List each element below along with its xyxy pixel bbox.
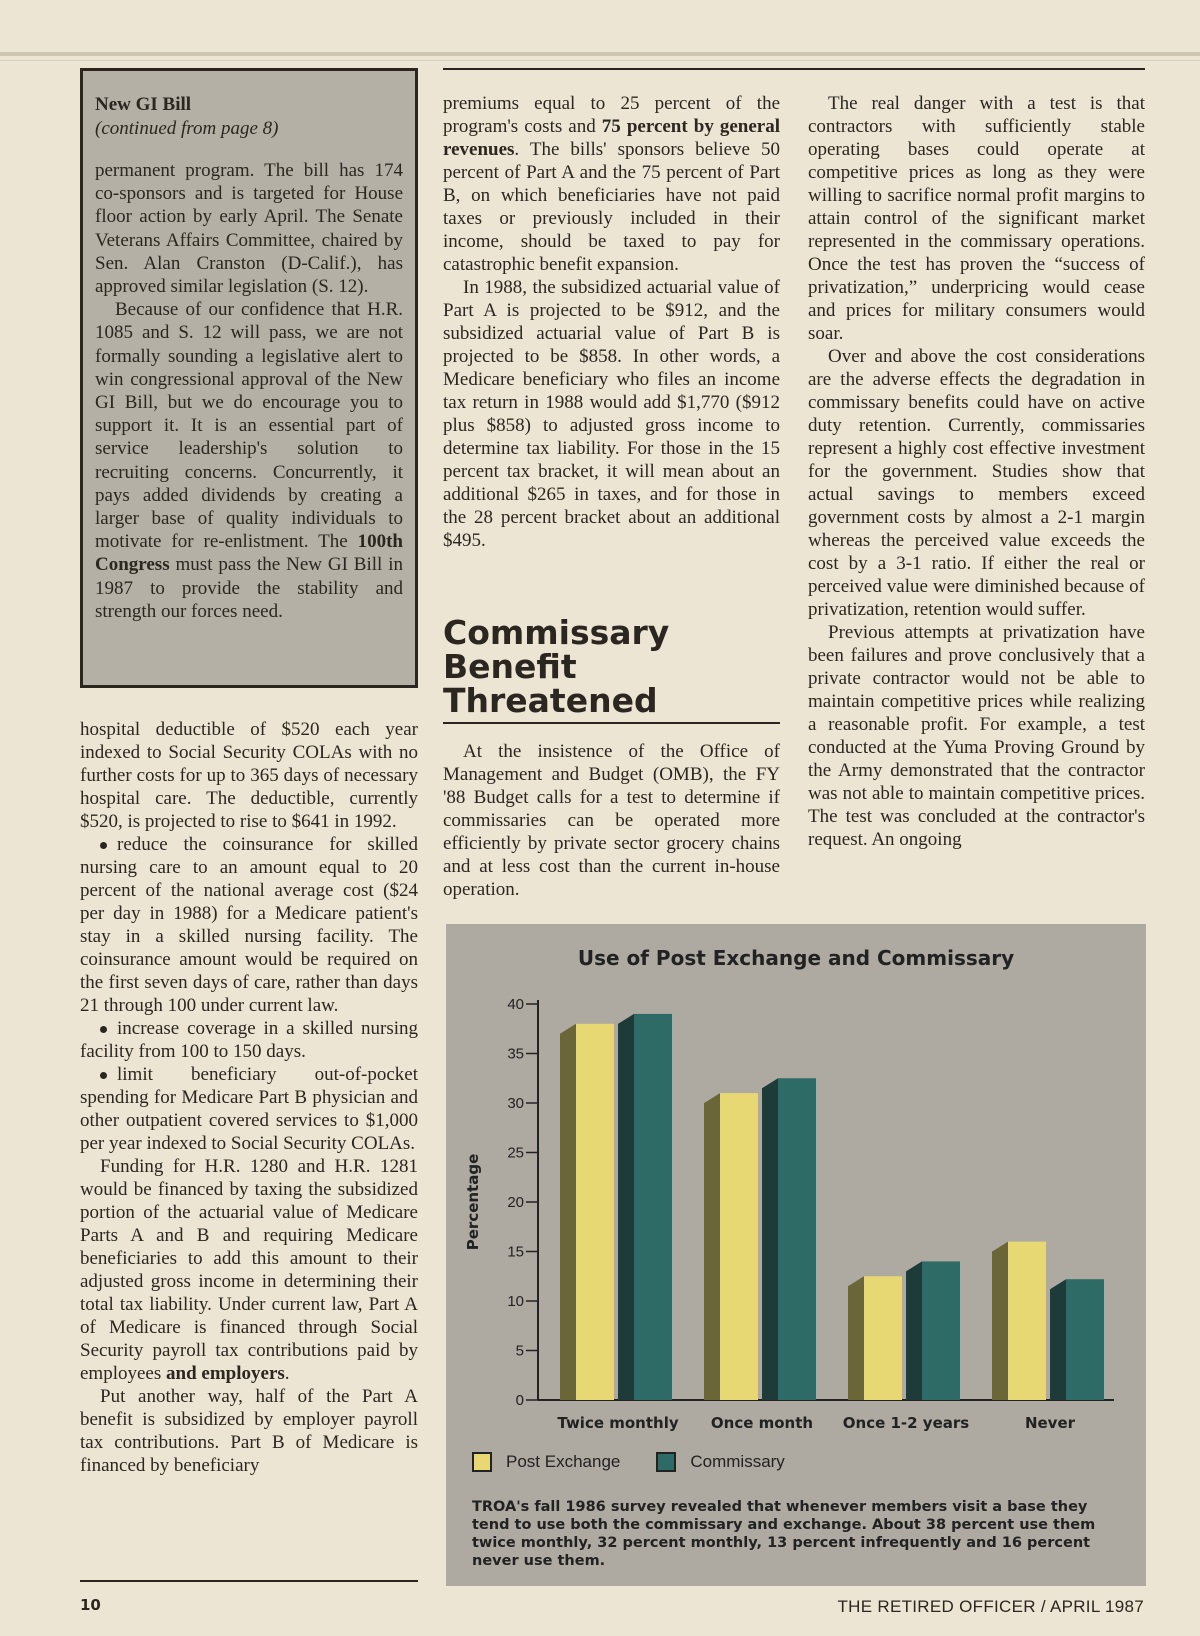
x-tick-label: Never — [1024, 1414, 1076, 1432]
bar-post-exchange — [864, 1276, 902, 1400]
paragraph: hospital deductible of $520 each year indexed to Social Security COLAs with no further costs for up to 365 days of necessary hospital care. The deductible, currently $520, is projected to rise to $641 in 1992. — [80, 719, 418, 832]
column-3 — [808, 92, 1145, 851]
bar-side-commissary — [618, 1014, 634, 1400]
sidebar-subtitle: (continued from page 8) — [95, 118, 279, 139]
column-2 — [443, 92, 780, 552]
sidebar-paragraph: Because of our confidence that H.R. 1085 and S. 12 will pass, we are not formally sounding a legislative alert to win congressional approval of the New GI Bill, but we do encourage you to support it. It is an essential part of service leadership's solution to recruiting concerns. Concurrently, it pays added dividends by creating a larger base of quality individuals to motivate for re-enlistment. The 100th Congress must pass the New GI Bill in 1987 to provide the stability and strength our forces need. — [95, 299, 404, 622]
bullet-icon — [100, 1026, 107, 1033]
bullet-item: reduce the coinsurance for skilled nursing care to an amount equal to 20 percent of the national average cost ($24 per day in 1988) for a Medicare patient's stay in a skilled nursing facility. The coinsurance amount would be required on the first seven days of care, rather than days 21 through 100 under current law. — [80, 834, 418, 1016]
header-rule-thin — [0, 60, 1200, 61]
bar-side-post-exchange — [704, 1093, 720, 1400]
paragraph: Previous attempts at privatization have been failures and prove conclusively that a private contractor would not be able to maintain competitive prices while realizing a reasonable profit. For example, a test conducted at the Yuma Proving Ground by the Army demonstrated that the contractor was not able to maintain competitive prices. The test was concluded at the contractor's request. An ongoing — [808, 622, 1145, 850]
bar-side-commissary — [906, 1261, 922, 1400]
bar-post-exchange — [576, 1024, 614, 1400]
y-tick-label: 5 — [515, 1342, 524, 1360]
bar-side-commissary — [1050, 1279, 1066, 1400]
paragraph: At the insistence of the Office of Management and Budget (OMB), the FY '88 Budget calls for a test to determine if commissaries can be operated more efficiently by private sector grocery chains and at less cost than the current in-house operation. — [443, 741, 780, 900]
x-tick-label: Once 1-2 years — [842, 1414, 970, 1432]
x-tick-label: Twice monthly — [557, 1414, 679, 1432]
column-2-article — [443, 740, 780, 901]
bar-side-post-exchange — [560, 1024, 576, 1400]
y-tick-label: 30 — [507, 1095, 524, 1112]
page-number: 10 — [80, 1596, 101, 1614]
sidebar-box-new-gi-bill — [80, 68, 418, 688]
legend-swatch-post-exchange — [472, 1452, 492, 1472]
chart-title: Use of Post Exchange and Commissary — [577, 946, 1015, 970]
chart-legend — [472, 1452, 821, 1472]
y-tick-label: 0 — [515, 1392, 524, 1409]
bullet-item: limit beneficiary out-of-pocket spending for Medicare Part B physician and other outpatient covered services to $1,000 per year indexed to Social Security COLAs. — [80, 1064, 418, 1154]
chart-caption: TROA's fall 1986 survey revealed that whenever members visit a base they tend to use both the commissary and exchange. About 38 percent use them twice monthly, 32 percent monthly, 13 percent infrequently and 16 percent never use them. — [472, 1499, 1096, 1569]
bar-commissary — [922, 1261, 960, 1400]
y-tick-label: 10 — [507, 1293, 524, 1310]
legend-item-post-exchange — [472, 1452, 620, 1472]
legend-label-post-exchange: Post Exchange — [506, 1452, 621, 1471]
y-tick-label: 25 — [507, 1144, 524, 1162]
y-tick-label: 40 — [507, 996, 524, 1013]
y-tick-label: 15 — [507, 1243, 524, 1261]
y-axis-label: Percentage — [464, 1153, 482, 1251]
headline-rule — [443, 722, 780, 724]
paragraph: Over and above the cost considerations are the adverse effects the degradation in commissary benefits could have on active duty retention. Currently, commissaries represent a highly cost effective investment for the government. Studies show that actual savings to members exceed government costs by almost a 2-1 margin whereas the perceived value exceeds the cost by a 3-1 ratio. If either the real or perceived value were diminished because of privatization, retention would suffer. — [808, 346, 1145, 620]
bar-side-post-exchange — [992, 1242, 1008, 1400]
bar-post-exchange — [720, 1093, 758, 1400]
paragraph: In 1988, the subsidized actuarial value of Part A is projected to be $912, and the subsidized actuarial value of Part B is projected to be $858. In other words, a Medicare beneficiary who files an income tax return in 1988 would add $1,770 ($912 plus $858) to adjusted gross income to determine tax liability. For those in the 15 percent tax bracket, it will mean about an additional $265 in taxes, and for those in the 28 percent bracket about an additional $495. — [443, 277, 780, 551]
bullet-icon — [100, 842, 107, 849]
header-rule — [0, 52, 1200, 56]
y-tick-label: 35 — [507, 1045, 524, 1063]
bar-chart — [446, 924, 1146, 1586]
legend-label-commissary: Commissary — [690, 1452, 785, 1471]
chart-plot — [446, 924, 1146, 1444]
bullet-icon — [100, 1072, 107, 1079]
bar-commissary — [634, 1014, 672, 1400]
bar-post-exchange — [1008, 1242, 1046, 1400]
legend-swatch-commissary — [656, 1452, 676, 1472]
bar-commissary — [778, 1078, 816, 1400]
paragraph: Funding for H.R. 1280 and H.R. 1281 would be financed by taxing the subsidized portion of the actuarial value of Medicare Parts A and B and requiring Medicare beneficiaries to add this amount to their adjusted gross income in determining their total tax liability. Under current law, Part A of Medicare is financed through Social Security payroll tax contributions paid by employees and employers. — [80, 1156, 418, 1384]
paragraph: Put another way, half of the Part A benefit is subsidized by employer payroll tax contributions. Part B of Medicare is financed by beneficiary — [80, 1386, 418, 1476]
paragraph: The real danger with a test is that contractors with sufficiently stable operating bases could operate at competitive prices as long as they were willing to sacrifice normal profit margins to attain control of the significant market represented in the commissary operations. Once the test has proven the “success of privatization,” underpricing would cease and prices for military consumers would soar. — [808, 93, 1145, 344]
paragraph: premiums equal to 25 percent of the program's costs and 75 percent by general revenues. The bills' sponsors believe 50 percent of Part A and the 75 percent of Part B, on which beneficiaries have not paid taxes or previously included in their income, should be taxed to pay for catastrophic benefit expansion. — [443, 93, 781, 275]
sidebar-title: New GI Bill — [95, 94, 192, 115]
column-top-rule — [443, 68, 1145, 70]
sidebar-paragraph: permanent program. The bill has 174 co-sponsors and is targeted for House floor action by early April. The Senate Veterans Affairs Committee, chaired by Sen. Alan Cranston (D-Calif.), has approved similar legislation (S. 12). — [95, 160, 403, 298]
column-bottom-rule — [80, 1580, 418, 1582]
y-tick-label: 20 — [507, 1194, 524, 1211]
bullet-item: increase coverage in a skilled nursing facility from 100 to 150 days. — [80, 1018, 418, 1062]
bar-commissary — [1066, 1279, 1104, 1400]
bar-side-post-exchange — [848, 1276, 864, 1400]
bar-side-commissary — [762, 1078, 778, 1400]
x-tick-label: Once month — [710, 1414, 814, 1432]
legend-item-commissary — [656, 1452, 784, 1472]
publication-footer: THE RETIRED OFFICER / APRIL 1987 — [837, 1597, 1144, 1616]
article-headline: Commissary Benefit Threatened — [443, 613, 670, 720]
column-1 — [80, 718, 418, 1477]
